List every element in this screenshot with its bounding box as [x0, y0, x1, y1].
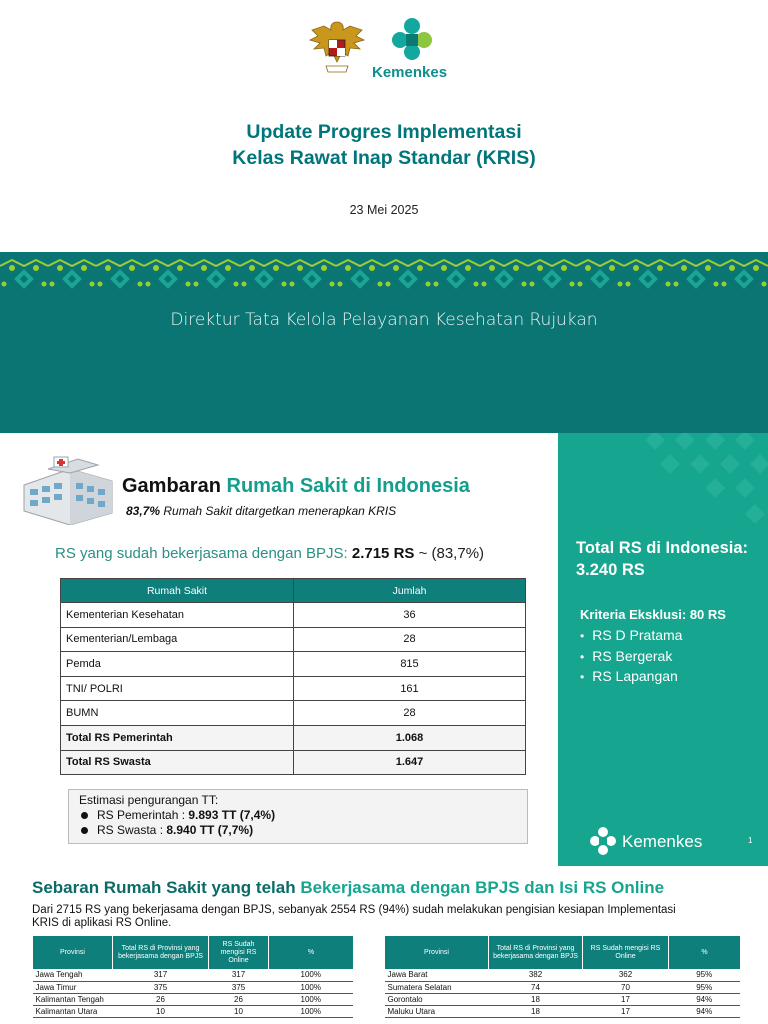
distribution-description: Dari 2715 RS yang bekerjasama dengan BPJS, sebanyak 2554 RS (94%) sudah melakukan pengisian kesiapan Implementasi KRIS di aplikasi RS Online. [32, 904, 676, 929]
estimate-label: RS Pemerintah : [97, 808, 189, 822]
table-header-count: Jumlah [294, 579, 526, 603]
table-row [61, 603, 526, 628]
row-label: Pemda [61, 652, 294, 677]
cell-percent: 94% [669, 993, 741, 1005]
bpjs-text: RS yang sudah bekerjasama dengan BPJS: [55, 545, 352, 562]
province-name: Maluku Utara [385, 1005, 489, 1017]
kemenkes-logo-icon [388, 16, 436, 62]
hospital-overview-slide [0, 433, 768, 866]
cell-total: 10 [113, 1005, 209, 1017]
table-row [385, 969, 741, 981]
estimate-line-government [81, 808, 275, 822]
table-row [61, 676, 526, 701]
cell-total: 375 [113, 981, 209, 993]
heading-prefix: Gambaran [122, 475, 221, 497]
row-value: 161 [294, 676, 526, 701]
row-label: Kementerian/Lembaga [61, 627, 294, 652]
bpjs-count: 2.715 RS [351, 545, 415, 562]
cell-total: 18 [489, 1005, 583, 1017]
province-name: Kalimantan Utara [33, 1005, 113, 1017]
list-item: • RS D Pratama [580, 626, 682, 647]
bed-reduction-estimate [68, 789, 528, 844]
header-percent: % [269, 936, 354, 969]
cell-percent: 100% [269, 993, 354, 1005]
cell-percent: 95% [669, 981, 741, 993]
table-row [33, 969, 354, 981]
cover-date: 23 Mei 2025 [349, 203, 419, 217]
table-row [385, 1005, 741, 1017]
row-label: Total RS Swasta [61, 750, 294, 775]
province-name: Jawa Tengah [33, 969, 113, 981]
cell-filled: 362 [583, 969, 669, 981]
cell-filled: 17 [583, 1005, 669, 1017]
cover-title-line1: Update Progres Implementasi [246, 121, 522, 143]
total-private-row [61, 750, 526, 775]
header-filled: RS Sudah mengisi RS Online [583, 936, 669, 969]
estimate-value: 8.940 TT (7,7%) [166, 823, 254, 837]
summary-panel [558, 433, 768, 866]
estimate-label: RS Swasta : [97, 823, 167, 837]
cell-total: 18 [489, 993, 583, 1005]
kemenkes-logo-label: Kemenkes [372, 64, 448, 81]
row-value: 28 [294, 627, 526, 652]
bullet-icon [81, 812, 88, 819]
header-total: Total RS di Provinsi yang bekerjasama dengan BPJS [489, 936, 583, 969]
target-text: Rumah Sakit ditargetkan menerapkan KRIS [160, 504, 397, 518]
row-value: 36 [294, 603, 526, 628]
cover-subtitle: Direktur Tata Kelola Pelayanan Kesehatan Rujukan [170, 310, 598, 330]
row-value: 1.647 [294, 750, 526, 775]
target-subtitle [126, 504, 396, 518]
estimate-line-private [81, 823, 253, 837]
row-label: Total RS Pemerintah [61, 725, 294, 750]
table-row [61, 652, 526, 677]
province-name: Kalimantan Tengah [33, 993, 113, 1005]
cell-percent: 94% [669, 1005, 741, 1017]
cell-filled: 10 [209, 1005, 269, 1017]
list-item: • RS Lapangan [580, 667, 682, 688]
page-number: 1 [748, 836, 753, 845]
decorative-pattern-icon [628, 433, 768, 537]
header-percent: % [669, 936, 741, 969]
heading-highlight: Rumah Sakit di Indonesia [226, 475, 470, 497]
target-percent: 83,7% [126, 504, 161, 518]
cell-filled: 26 [209, 993, 269, 1005]
distribution-slide [0, 866, 768, 1024]
title-prefix: Sebaran Rumah Sakit yang telah [32, 878, 301, 897]
table-row [61, 627, 526, 652]
table-header-hospital: Rumah Sakit [61, 579, 294, 603]
exclusion-list [580, 626, 682, 688]
list-item: • RS Bergerak [580, 647, 682, 668]
province-table-right [384, 936, 740, 1018]
province-name: Gorontalo [385, 993, 489, 1005]
bullet-icon [81, 827, 88, 834]
cell-percent: 95% [669, 969, 741, 981]
cell-filled: 317 [209, 969, 269, 981]
hospital-table [60, 578, 526, 775]
exclusion-criteria: Kriteria Eksklusi: 80 RS [580, 607, 726, 622]
province-table-left [32, 936, 353, 1018]
estimate-value: 9.893 TT (7,4%) [188, 808, 276, 822]
logo-group [308, 12, 468, 88]
estimate-title: Estimasi pengurangan TT: [79, 793, 219, 807]
cover-title-line2: Kelas Rawat Inap Standar (KRIS) [232, 147, 536, 169]
cell-filled: 70 [583, 981, 669, 993]
table-row [385, 993, 741, 1005]
cell-total: 317 [113, 969, 209, 981]
header-province: Provinsi [385, 936, 489, 969]
cell-total: 382 [489, 969, 583, 981]
row-value: 28 [294, 701, 526, 726]
garuda-emblem-icon [308, 16, 366, 78]
province-name: Jawa Timur [33, 981, 113, 993]
cell-percent: 100% [269, 981, 354, 993]
header-filled: RS Sudah mengisi RS Online [209, 936, 269, 969]
cell-percent: 100% [269, 969, 354, 981]
distribution-title [32, 878, 664, 898]
title-highlight: Bekerjasama dengan BPJS dan Isi RS Online [300, 878, 665, 897]
row-value: 1.068 [294, 725, 526, 750]
header-province: Provinsi [33, 936, 113, 969]
cell-total: 26 [113, 993, 209, 1005]
cover-slide [0, 0, 768, 433]
table-row [33, 1005, 354, 1017]
total-government-row [61, 725, 526, 750]
batik-pattern-icon [0, 258, 768, 294]
header-total: Total RS di Provinsi yang bekerjasama dengan BPJS [113, 936, 209, 969]
cell-total: 74 [489, 981, 583, 993]
province-name: Sumatera Selatan [385, 981, 489, 993]
cell-filled: 375 [209, 981, 269, 993]
cell-percent: 100% [269, 1005, 354, 1017]
row-label: Kementerian Kesehatan [61, 603, 294, 628]
section-heading [122, 475, 470, 498]
table-row [33, 981, 354, 993]
total-hospitals: Total RS di Indonesia: 3.240 RS [576, 539, 749, 579]
province-name: Jawa Barat [385, 969, 489, 981]
row-label: BUMN [61, 701, 294, 726]
table-row [61, 701, 526, 726]
row-value: 815 [294, 652, 526, 677]
bpjs-percent: ~ (83,7%) [414, 545, 485, 562]
cell-filled: 17 [583, 993, 669, 1005]
bpjs-summary [55, 545, 484, 562]
kemenkes-logo-icon [588, 826, 618, 856]
table-row [33, 993, 354, 1005]
table-row [385, 981, 741, 993]
hospital-building-icon [20, 455, 116, 525]
row-label: TNI/ POLRI [61, 676, 294, 701]
kemenkes-logo-label: Kemenkes [622, 832, 703, 851]
